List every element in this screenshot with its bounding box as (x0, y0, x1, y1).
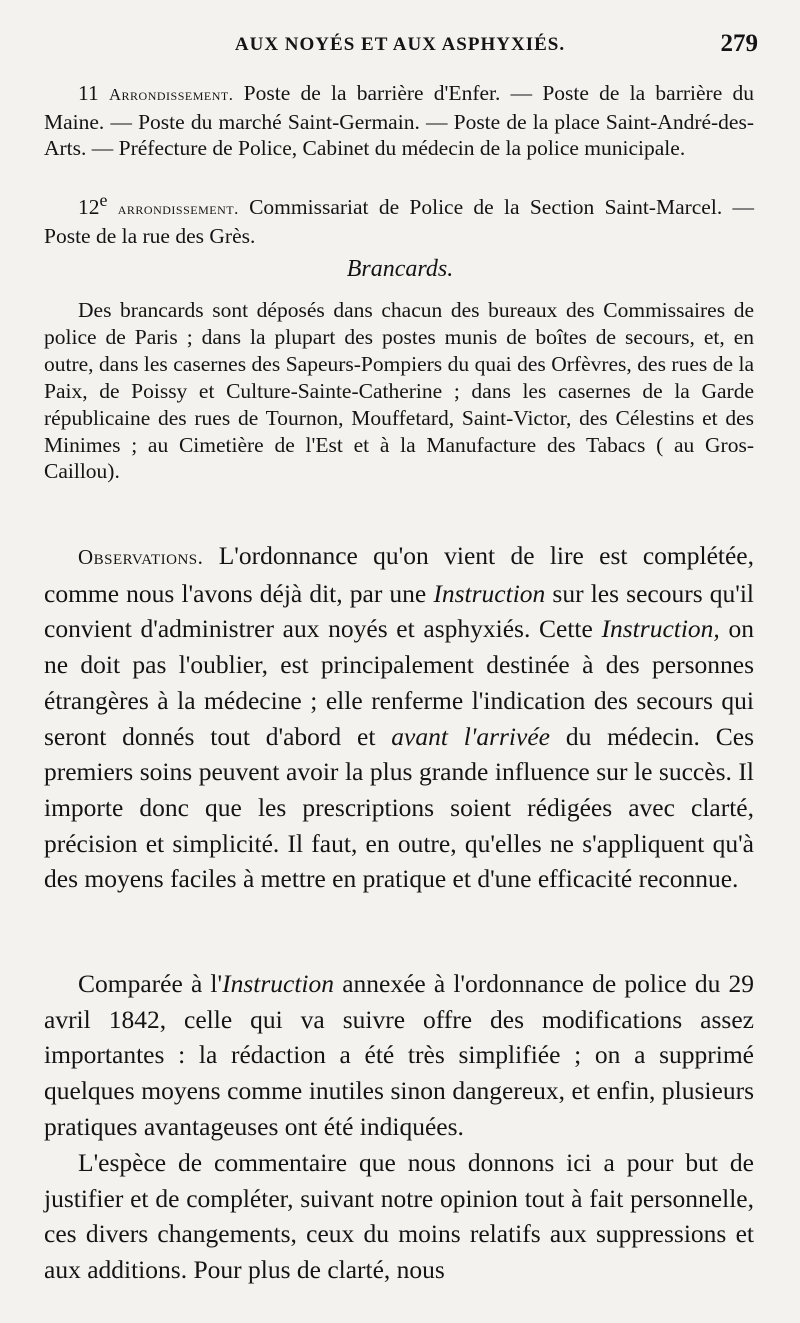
page-number: 279 (720, 30, 758, 57)
section-heading-brancards: Brancards. (346, 256, 454, 282)
page-header (0, 30, 800, 70)
comparee-text-1: Comparée à l' (78, 969, 223, 998)
arrondissement-label: arrondissement. (117, 199, 239, 219)
observations-text-3: on ne doit pas l'oublier, est principalement destinée à des personnes étrangères à la médecine ; elle renferme l'indication des secours qui seront donnés tout d'abord et (44, 614, 754, 751)
ordinal-suffix: e (99, 190, 108, 210)
observations-label: Observations. (78, 545, 204, 569)
running-title: AUX NOYÉS ET AUX ASPHYXIÉS. (234, 34, 566, 55)
arrondissement-text: Commissariat de Police de la Section Saint-Marcel. — Poste de la rue des Grès. (44, 195, 754, 248)
paragraph-comparee (44, 966, 754, 1145)
arrondissement-text: Poste de la barrière d'Enfer. — Poste de la barrière du Maine. — Poste du marché Saint-Germain. — Poste de la place Saint-André-des-Arts. — Préfecture de Police, Cabinet du médecin de la police municipale. (44, 81, 754, 161)
observations-italic-2: Instruction, (601, 614, 720, 644)
observations-italic-1: Instruction (433, 578, 546, 608)
observations-italic-3: avant l'arrivée (391, 721, 550, 751)
paragraph-brancards: Des brancards sont déposés dans chacun des bureaux des Commissaires de police de Paris ; dans la plupart des postes munis de boîtes de secours, et, en outre, dans les casernes des Sapeurs-Pompiers du quai des Orfèvres, des rues de la Paix, de Poissy et Culture-Sainte-Catherine ; dans les casernes de la Garde républicaine des rues de Tournon, Mouffetard, Saint-Victor, des Célestins et des Minimes ; au Cimetière de l'Est et à la Manufacture des Tabacs ( au Gros-Caillou). (44, 298, 754, 484)
paragraph-espece: L'espèce de commentaire que nous donnons ici a pour but de justifier et de compléter, suivant notre opinion tout à fait personnelle, ces divers changements, ceux du moins relatifs aux suppressions et aux additions. Pour plus de clarté, nous (44, 1148, 754, 1285)
observations-text-2: sur les secours qu'il convient d'administrer aux noyés et asphyxiés. Cette (44, 578, 754, 644)
paragraph-arrondissement-12 (44, 187, 754, 249)
arrondissement-number: 12 (78, 195, 100, 220)
comparee-italic-1: Instruction (222, 969, 335, 998)
observations-text-4: du médecin. Ces premiers soins peuvent avoir la plus grande influence sur le succès. Il importe donc que les prescriptions soient rédigées avec clarté, précision et simplicité. Il faut, en outre, qu'elles ne s'appliquent qu'à des moyens faciles à mettre en pratique et d'une efficacité reconnue. (44, 721, 755, 894)
paragraph-observations (44, 538, 754, 897)
arrondissement-label: Arrondissement. (108, 85, 234, 104)
comparee-text-2: annexée à l'ordonnance de police du 29 avril 1842, celle qui va suivre offre des modifications assez importantes : la rédaction a été très simplifiée ; on a supprimé quelques moyens comme inutiles sinon dangereux, et enfin, plusieurs pratiques avantageuses ont été indiquées. (44, 969, 754, 1141)
observations-text-1: L'ordonnance qu'on vient de lire est complétée, comme nous l'avons déjà dit, par une (44, 541, 754, 608)
paragraph-arrondissement-11 (44, 80, 754, 162)
arrondissement-number: 11 (78, 81, 99, 105)
